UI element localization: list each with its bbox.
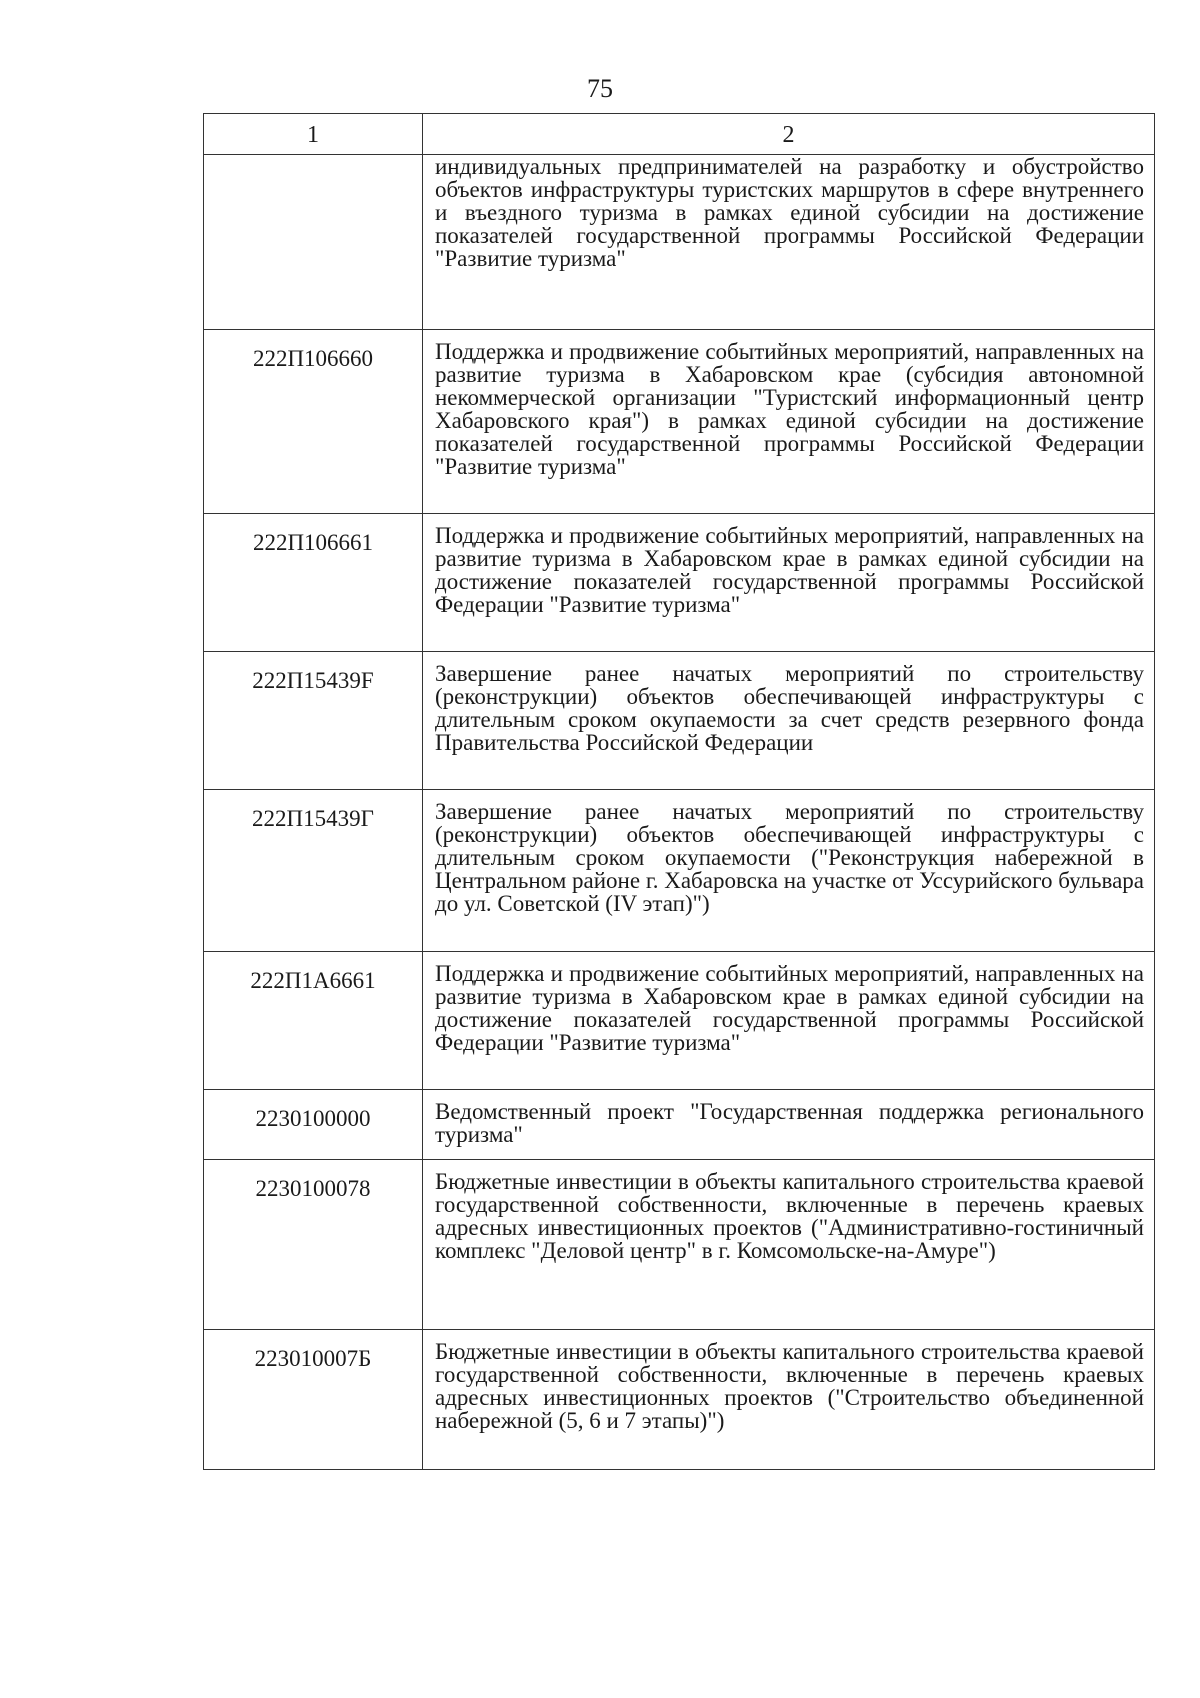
description-cell: Поддержка и продвижение событийных мероприятий, направленных на развитие туризма в Хабаровском крае в рамках единой субсидии на достижение показателей государственной программы Российской Федерации "Развитие туризма" <box>423 952 1155 1090</box>
table-row <box>204 790 1155 952</box>
table-row <box>204 1330 1155 1470</box>
code-cell <box>204 155 423 330</box>
code-cell: 2230100000 <box>204 1090 423 1160</box>
column-header-1: 1 <box>204 114 423 155</box>
table-row <box>204 514 1155 652</box>
description-cell: Завершение ранее начатых мероприятий по строительству (реконструкции) объектов обеспечивающей инфраструктуры с длительным сроком окупаемости ("Реконструкция набережной в Центральном районе г. Хабаровска на участке от Уссурийского бульвара до ул. Советской (IV этап)") <box>423 790 1155 952</box>
code-cell: 222П106660 <box>204 330 423 514</box>
table-header-row <box>204 114 1155 155</box>
table-row <box>204 1160 1155 1330</box>
code-cell: 222П106661 <box>204 514 423 652</box>
code-cell: 222П15439Г <box>204 790 423 952</box>
page-number: 75 <box>587 74 613 103</box>
table-row <box>204 330 1155 514</box>
table-row <box>204 652 1155 790</box>
table-row <box>204 1090 1155 1160</box>
code-cell: 222П1А6661 <box>204 952 423 1090</box>
code-cell: 223010007Б <box>204 1330 423 1470</box>
code-cell: 2230100078 <box>204 1160 423 1330</box>
table-row <box>204 155 1155 330</box>
description-cell: Бюджетные инвестиции в объекты капитального строительства краевой государственной собственности, включенные в перечень краевых адресных инвестиционных проектов ("Строительство объединенной набережной (5, 6 и 7 этапы)") <box>423 1330 1155 1470</box>
column-header-2: 2 <box>423 114 1155 155</box>
description-cell: индивидуальных предпринимателей на разработку и обустройство объектов инфраструктуры туристских маршрутов в сфере внутреннего и въездного туризма в рамках единой субсидии на достижение показателей государственной программы Российской Федерации "Развитие туризма" <box>423 155 1155 330</box>
description-cell: Поддержка и продвижение событийных мероприятий, направленных на развитие туризма в Хабаровском крае в рамках единой субсидии на достижение показателей государственной программы Российской Федерации "Развитие туризма" <box>423 514 1155 652</box>
classification-table <box>203 113 1155 1470</box>
description-cell: Ведомственный проект "Государственная поддержка регионального туризма" <box>423 1090 1155 1160</box>
description-cell: Бюджетные инвестиции в объекты капитального строительства краевой государственной собственности, включенные в перечень краевых адресных инвестиционных проектов ("Административно-гостиничный комплекс "Деловой центр" в г. Комсомольске-на-Амуре") <box>423 1160 1155 1330</box>
description-cell: Завершение ранее начатых мероприятий по строительству (реконструкции) объектов обеспечивающей инфраструктуры с длительным сроком окупаемости за счет средств резервного фонда Правительства Российской Федерации <box>423 652 1155 790</box>
code-cell: 222П15439F <box>204 652 423 790</box>
description-cell: Поддержка и продвижение событийных мероприятий, направленных на развитие туризма в Хабаровском крае (субсидия автономной некоммерческой организации "Туристский информационный центр Хабаровского края") в рамках единой субсидии на достижение показателей государственной программы Российской Федерации "Развитие туризма" <box>423 330 1155 514</box>
table-row <box>204 952 1155 1090</box>
